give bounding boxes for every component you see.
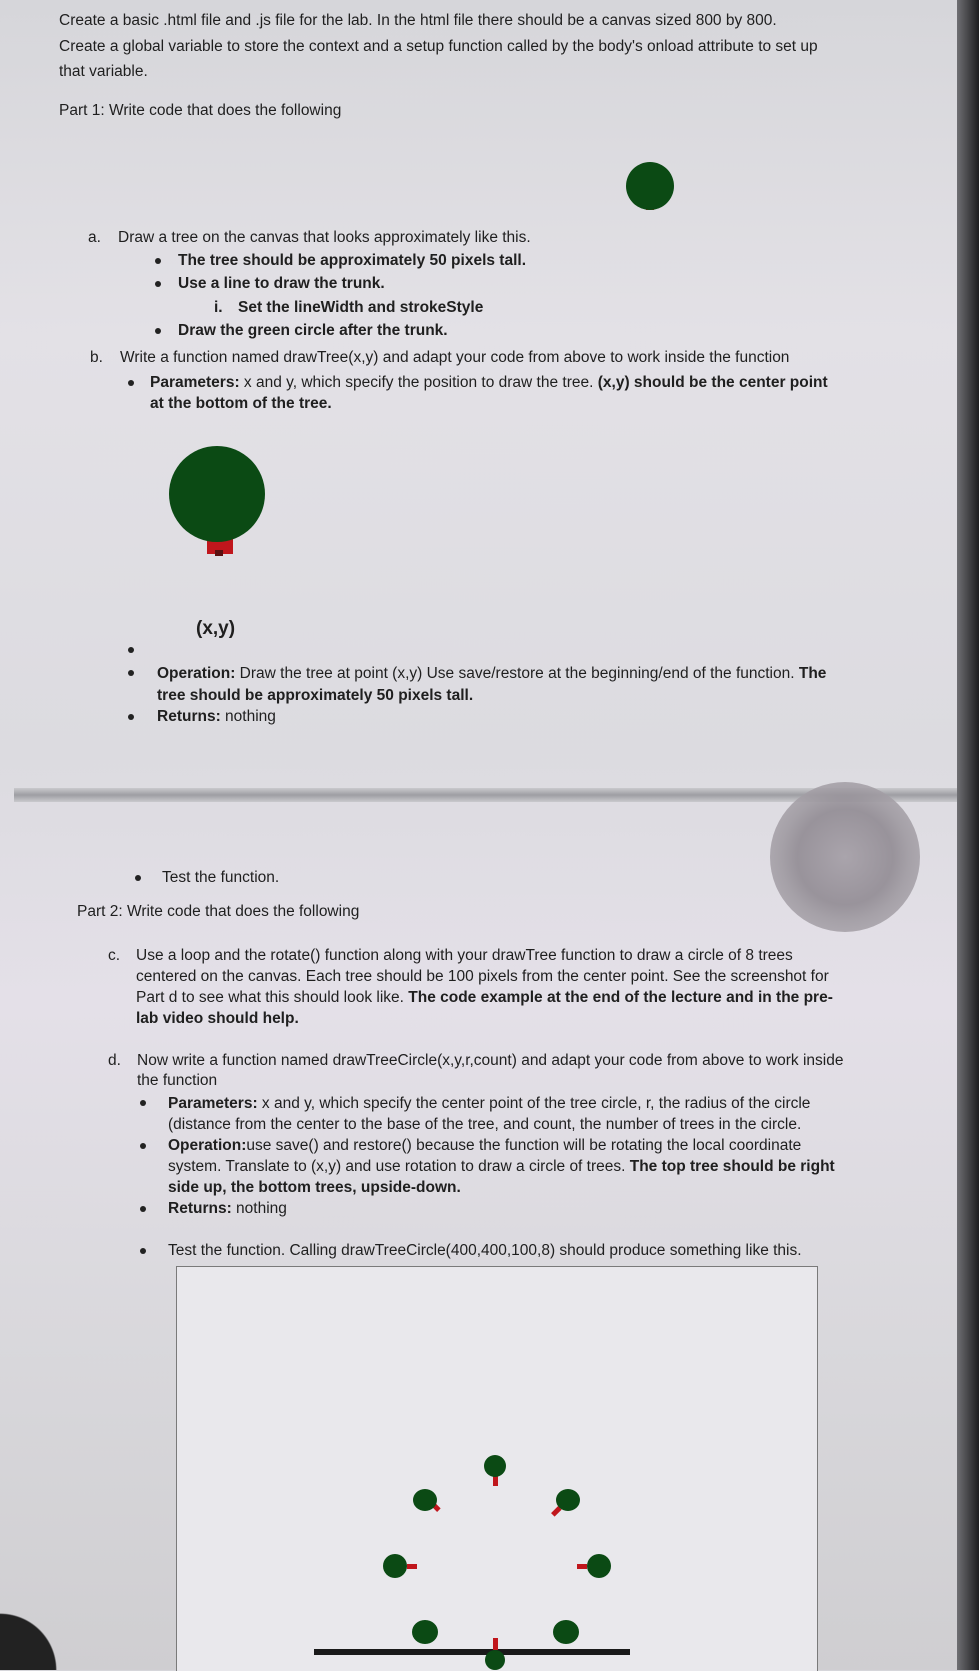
item-b-text: Write a function named drawTree(x,y) and adapt your code from above to work inside the function xyxy=(120,349,790,366)
item-d-marker: d. xyxy=(108,1052,121,1069)
op-label: Operation: xyxy=(157,665,236,682)
d-op-text-1: use save() and restore() because the function will be rotating the local coordinate xyxy=(246,1137,802,1154)
item-d-params-line2: (distance from the center to the base of the tree, and count, the number of trees in the circle. xyxy=(168,1116,802,1133)
tree-left xyxy=(383,1554,417,1578)
tree-bottom xyxy=(485,1638,505,1670)
item-a-last-bullet: Draw the green circle after the trunk. xyxy=(178,322,448,339)
item-b-op-line2: tree should be approximately 50 pixels tall. xyxy=(157,687,474,704)
tree-top xyxy=(484,1455,506,1486)
d-op-label: Operation: xyxy=(168,1137,247,1154)
item-d-test: Test the function. Calling drawTreeCircle(400,400,100,8) should produce something like this. xyxy=(168,1242,802,1259)
item-b-test: Test the function. xyxy=(162,869,280,886)
intro-line-2: Create a global variable to store the context and a setup function called by the body's onload attribute to set up xyxy=(59,38,818,55)
tree-right xyxy=(577,1554,611,1578)
item-a-text: Draw a tree on the canvas that looks approximately like this. xyxy=(118,229,531,246)
device-corner xyxy=(0,1550,70,1670)
item-c-line-3a: Part d to see what this should look like. xyxy=(136,989,409,1006)
d-returns-text: nothing xyxy=(231,1200,287,1217)
device-bezel-right xyxy=(957,0,979,1670)
tree-top-right xyxy=(551,1489,580,1517)
intro-line-3: that variable. xyxy=(59,63,148,80)
item-a-sub-text: Set the lineWidth and strokeStyle xyxy=(238,299,484,316)
item-d-op-line3: side up, the bottom trees, upside-down. xyxy=(168,1179,461,1196)
item-c-marker: c. xyxy=(108,947,121,964)
part1-heading: Part 1: Write code that does the following xyxy=(59,102,342,119)
item-c-line-2: centered on the canvas. Each tree should be 100 pixels from the center point. See the screenshot for xyxy=(136,968,829,985)
params-bold: (x,y) should be the center point xyxy=(597,374,828,391)
d-op-text-2a: system. Translate to (x,y) and use rotation to draw a circle of trees. xyxy=(168,1158,630,1175)
d-params-label: Parameters: xyxy=(168,1095,258,1112)
returns-label: Returns: xyxy=(157,708,221,725)
item-b-params-line2: at the bottom of the tree. xyxy=(150,395,332,412)
op-bold-1: The xyxy=(798,665,827,682)
canvas-bottom-line xyxy=(314,1649,630,1655)
part2-heading: Part 2: Write code that does the following xyxy=(77,903,360,920)
item-d-line-1: Now write a function named drawTreeCircle(x,y,r,count) and adapt your code from above to work inside xyxy=(137,1052,844,1069)
params-text: x and y, which specify the position to draw the tree. xyxy=(239,374,598,391)
tree-bottom-left xyxy=(412,1620,438,1644)
item-b-marker: b. xyxy=(90,349,103,366)
item-c-line-3b: The code example at the end of the lecture and in the pre- xyxy=(408,989,833,1006)
tree-bottom-right xyxy=(553,1620,579,1644)
item-c-line-4: lab video should help. xyxy=(136,1010,299,1027)
tree-top-left xyxy=(413,1489,441,1512)
item-a-marker: a. xyxy=(88,229,101,246)
d-returns-label: Returns: xyxy=(168,1200,232,1217)
d-op-text-2b: The top tree should be right xyxy=(629,1158,835,1175)
params-label: Parameters: xyxy=(150,374,240,391)
returns-text: nothing xyxy=(220,708,276,725)
op-text: Draw the tree at point (x,y) Use save/restore at the beginning/end of the function. xyxy=(235,665,799,682)
intro-line-1: Create a basic .html file and .js file for the lab. In the html file there should be a canvas sized 800 by 800. xyxy=(59,12,777,29)
item-a-bullet-2: Use a line to draw the trunk. xyxy=(178,275,385,292)
item-d-line-2: the function xyxy=(137,1072,218,1089)
xy-point-label: (x,y) xyxy=(196,618,236,639)
d-params-text-1: x and y, which specify the center point of the tree circle, r, the radius of the circle xyxy=(257,1095,811,1112)
item-a-sub-marker: i. xyxy=(214,299,223,316)
item-c-line-1: Use a loop and the rotate() function along with your drawTree function to draw a circle of 8 trees xyxy=(136,947,793,964)
item-a-bullet-1: The tree should be approximately 50 pixels tall. xyxy=(178,252,527,269)
